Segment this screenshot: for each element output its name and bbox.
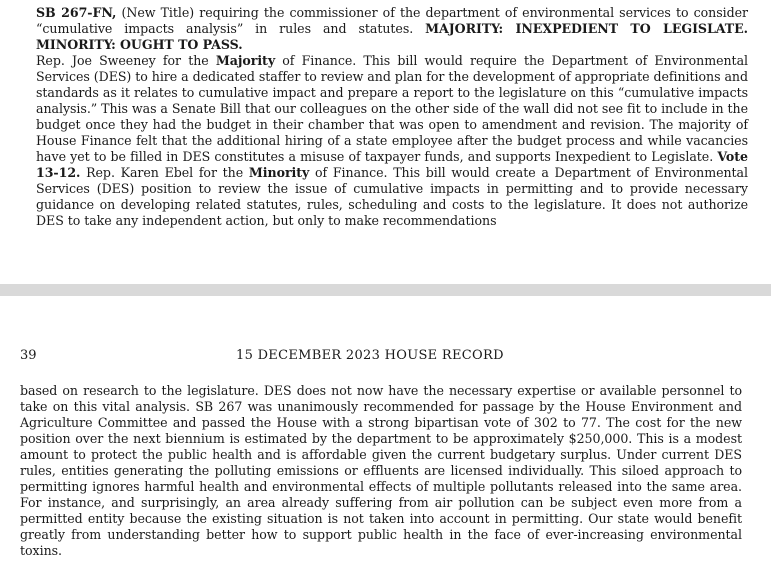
minority-report-intro: Rep. Karen Ebel for the bbox=[80, 165, 249, 180]
bill-id: SB 267-FN, bbox=[36, 5, 117, 20]
majority-report-body: of Finance. This bill would require the Department of Environmental Services (DES) to hire a dedicated staffer to review and plan for the development of appropriate definitions and standards as it relates to cumulative impact and prepare a report to the legislature on this “cumulative impacts analysis.” This was a Senate Bill that our colleagues on the other side of the wall did not see fit to include in the budget once they had the budget in their chamber that was open to amendment and revision. The majority of House Finance felt that the additional hiring of a state employee after the budget process and while vacancies have yet to be filled in DES constitutes a misuse of taxpayer funds, and supports Inexpedient to Legislate. bbox=[36, 53, 748, 164]
page-number: 39 bbox=[20, 348, 37, 363]
minority-label: Minority bbox=[248, 165, 310, 180]
minority-report-body: of Finance. This bill would create a Department of Environmental Services (DES) position to review the issue of cumulative impacts in permitting and to provide necessary guidance on developing related statutes, rules, scheduling and costs to the legislature. It does not authorize DES to take any independent action, but only to make recommendations bbox=[36, 165, 748, 228]
page-header bbox=[20, 348, 742, 366]
majority-report-intro: Rep. Joe Sweeney for the bbox=[36, 53, 216, 68]
minority-report-continued: based on research to the legislature. DES does not now have the necessary expertise or available personnel to take on this vital analysis. SB 267 was unanimously recommended for passage by the House Environment and Agriculture Committee and passed the House with a strong bipartisan vote of 302 to 77. The cost for the new position over the next biennium is estimated by the department to be approximately $250,000. This is a modest amount to protect the public health and is affordable given the current budgetary surplus. Under current DES rules, entities generating the polluting emissions or effluents are licensed individually. This siloed approach to permitting ignores harmful health and environmental effects of multiple pollutants released into the same area. For instance, and surprisingly, an area already suffering from air pollution can be subject even more from a permitted entity because the existing situation is not taken into account in permitting. Our state would benefit greatly from understanding better how to support public health in the face of ever-increasing environmental toxins. bbox=[20, 383, 742, 558]
running-head: 15 DECEMBER 2023 HOUSE RECORD bbox=[236, 348, 504, 363]
vote-tally: Vote 13-12. bbox=[36, 149, 748, 180]
committee-recommendation: MAJORITY: INEXPEDIENT TO LEGISLATE. MINORITY: OUGHT TO PASS. bbox=[36, 21, 749, 52]
page-separator bbox=[0, 284, 771, 296]
committee-report-text bbox=[36, 5, 748, 229]
bill-description: (New Title) requiring the commissioner of the department of environmental services to consider “cumulative impacts analysis” in rules and statutes. bbox=[36, 5, 749, 36]
majority-label: Majority bbox=[215, 53, 276, 68]
